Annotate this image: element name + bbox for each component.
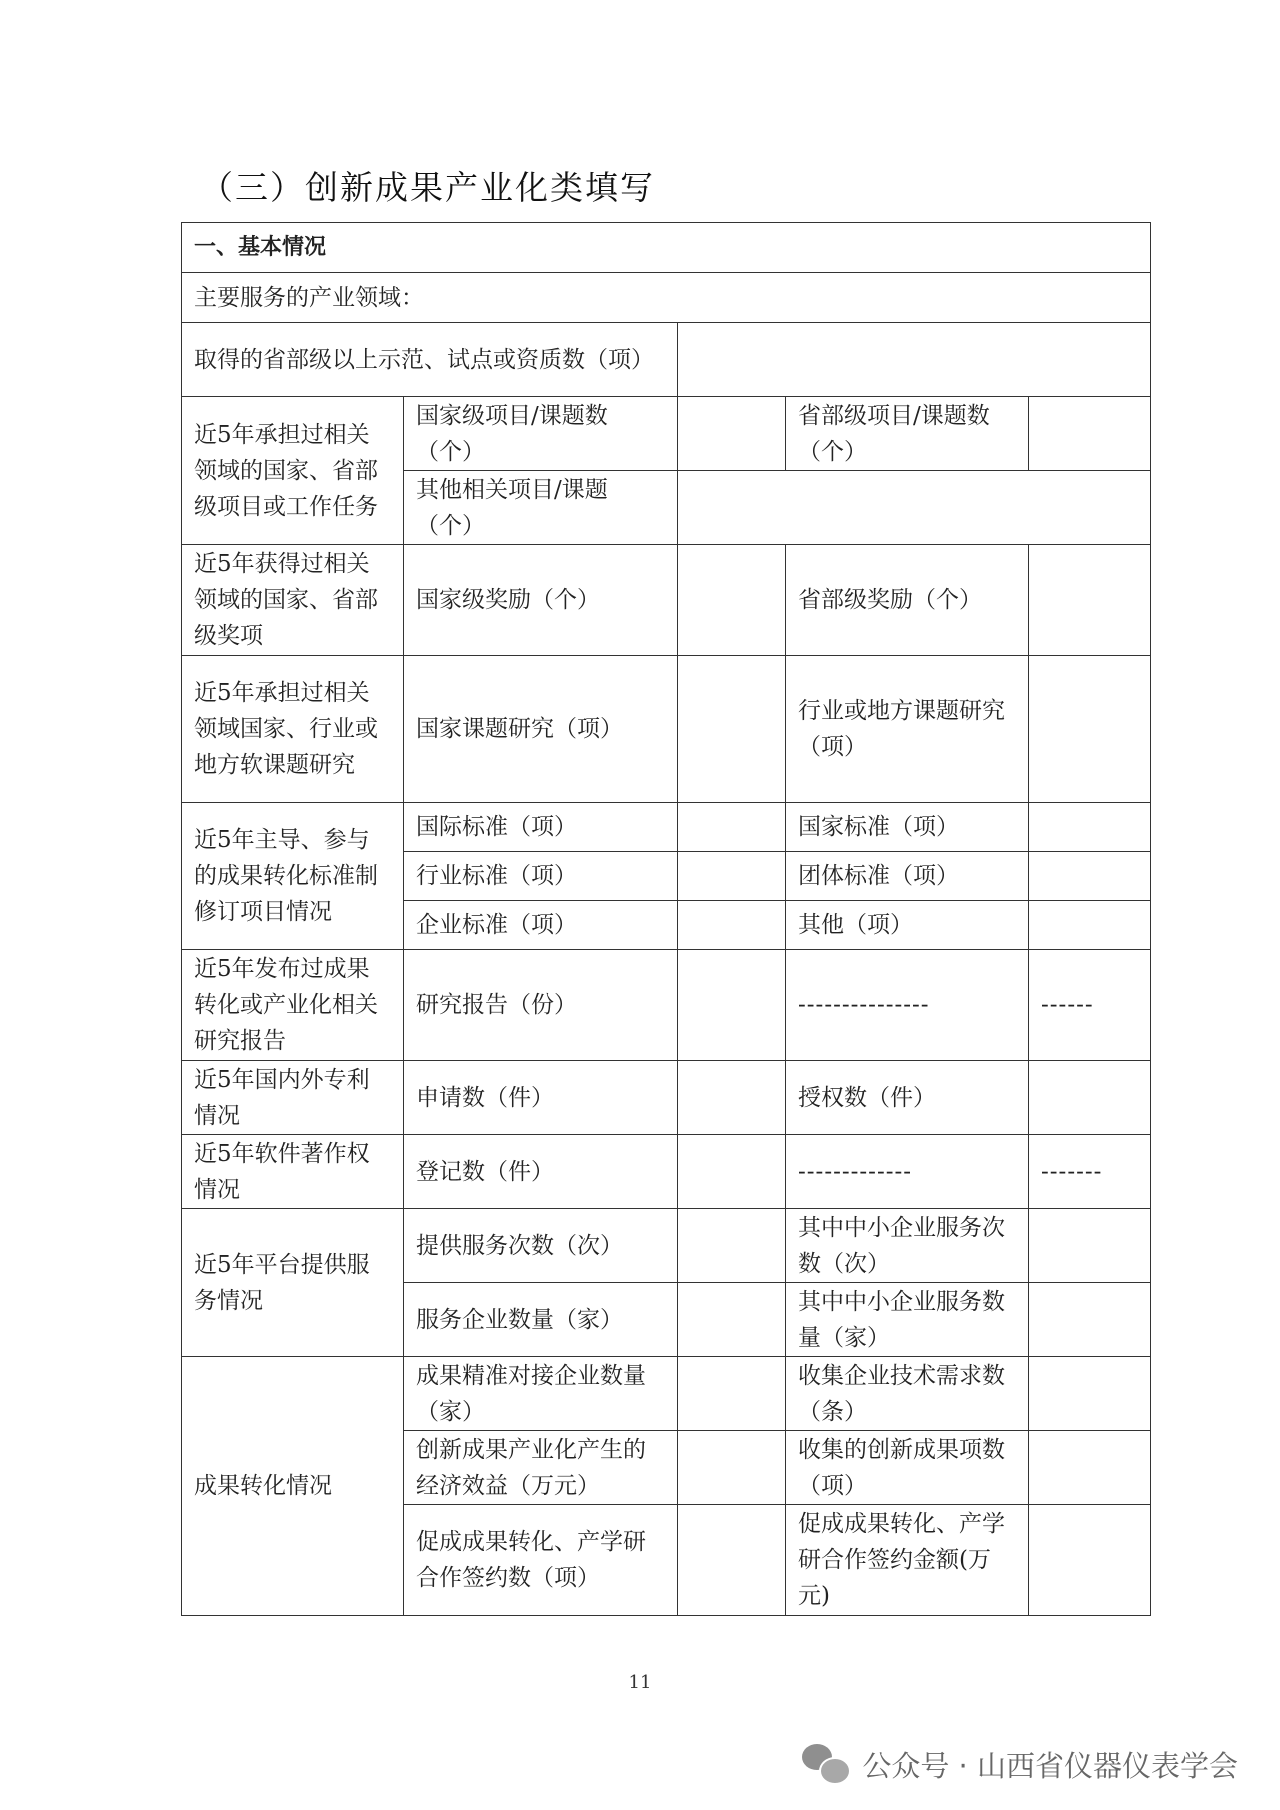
software-label: 近5年软件著作权情况: [182, 1135, 404, 1209]
patent-applied-value-cell[interactable]: [678, 1061, 786, 1135]
industry-standard-value-cell[interactable]: [678, 852, 786, 901]
patents-label: 近5年国内外专利情况: [182, 1061, 404, 1135]
patent-applied-label: 申请数（件）: [404, 1061, 678, 1135]
enterprise-standard-value-cell[interactable]: [678, 901, 786, 950]
soft-research-label: 近5年承担过相关领域国家、行业或地方软课题研究: [182, 656, 404, 803]
transfer-label: 成果转化情况: [182, 1357, 404, 1616]
other-standard-label: 其他（项）: [786, 901, 1029, 950]
watermark-text: 公众号 · 山西省仪器仪表学会: [862, 1748, 1238, 1783]
national-research-value-cell[interactable]: [678, 656, 786, 803]
report-dash-placeholder: ---------------: [786, 950, 1029, 1061]
served-companies-label: 服务企业数量（家）: [404, 1283, 678, 1357]
software-dash-placeholder-2: -------: [1029, 1135, 1151, 1209]
projects-label: 近5年承担过相关领域的国家、省部级项目或工作任务: [182, 397, 404, 545]
sme-served-companies-label: 其中中小企业服务数量（家）: [786, 1283, 1029, 1357]
other-standard-value-cell[interactable]: [1029, 901, 1151, 950]
page-number: 11: [628, 1672, 652, 1693]
service-times-value-cell[interactable]: [678, 1209, 786, 1283]
provincial-projects-label: 省部级项目/课题数（个）: [786, 397, 1029, 471]
signed-amount-value-cell[interactable]: [1029, 1505, 1151, 1616]
economic-benefit-value-cell[interactable]: [678, 1431, 786, 1505]
software-registered-value-cell[interactable]: [678, 1135, 786, 1209]
reports-label: 近5年发布过成果转化或产业化相关研究报告: [182, 950, 404, 1061]
industry-research-value-cell[interactable]: [1029, 656, 1151, 803]
signed-contracts-label: 促成成果转化、产学研合作签约数（项）: [404, 1505, 678, 1616]
patent-granted-label: 授权数（件）: [786, 1061, 1029, 1135]
provincial-projects-value-cell[interactable]: [1029, 397, 1151, 471]
services-label: 近5年平台提供服务情况: [182, 1209, 404, 1357]
tech-demands-value-cell[interactable]: [1029, 1357, 1151, 1431]
collected-results-label: 收集的创新成果项数（项）: [786, 1431, 1029, 1505]
qualifications-label: 取得的省部级以上示范、试点或资质数（项）: [182, 323, 678, 397]
provincial-awards-value-cell[interactable]: [1029, 545, 1151, 656]
standards-label: 近5年主导、参与的成果转化标准制修订项目情况: [182, 803, 404, 950]
sme-service-times-label: 其中中小企业服务次数（次）: [786, 1209, 1029, 1283]
tech-demands-label: 收集企业技术需求数（条）: [786, 1357, 1029, 1431]
national-research-label: 国家课题研究（项）: [404, 656, 678, 803]
national-projects-value-cell[interactable]: [678, 397, 786, 471]
other-projects-value-cell[interactable]: [678, 471, 1151, 545]
national-standard-value-cell[interactable]: [1029, 803, 1151, 852]
watermark: [802, 1742, 1238, 1786]
national-awards-value-cell[interactable]: [678, 545, 786, 656]
industry-standard-label: 行业标准（项）: [404, 852, 678, 901]
group-standard-label: 团体标准（项）: [786, 852, 1029, 901]
signed-contracts-value-cell[interactable]: [678, 1505, 786, 1616]
matched-companies-value-cell[interactable]: [678, 1357, 786, 1431]
research-report-value-cell[interactable]: [678, 950, 786, 1061]
research-report-label: 研究报告（份）: [404, 950, 678, 1061]
national-projects-label: 国家级项目/课题数（个）: [404, 397, 678, 471]
qualifications-value-cell[interactable]: [678, 323, 1151, 397]
sme-served-companies-value-cell[interactable]: [1029, 1283, 1151, 1357]
national-standard-label: 国家标准（项）: [786, 803, 1029, 852]
report-dash-placeholder-2: ------: [1029, 950, 1151, 1061]
industry-field-label: 主要服务的产业领域：: [182, 273, 1151, 323]
software-dash-placeholder: -------------: [786, 1135, 1029, 1209]
national-awards-label: 国家级奖励（个）: [404, 545, 678, 656]
enterprise-standard-label: 企业标准（项）: [404, 901, 678, 950]
signed-amount-label: 促成成果转化、产学研合作签约金额(万元): [786, 1505, 1029, 1616]
group-standard-value-cell[interactable]: [1029, 852, 1151, 901]
served-companies-value-cell[interactable]: [678, 1283, 786, 1357]
service-times-label: 提供服务次数（次）: [404, 1209, 678, 1283]
section-header: 一、基本情况: [182, 223, 1151, 273]
wechat-icon: [802, 1742, 850, 1786]
software-registered-label: 登记数（件）: [404, 1135, 678, 1209]
sme-service-times-value-cell[interactable]: [1029, 1209, 1151, 1283]
patent-granted-value-cell[interactable]: [1029, 1061, 1151, 1135]
international-standard-label: 国际标准（项）: [404, 803, 678, 852]
matched-companies-label: 成果精准对接企业数量（家）: [404, 1357, 678, 1431]
economic-benefit-label: 创新成果产业化产生的经济效益（万元）: [404, 1431, 678, 1505]
awards-label: 近5年获得过相关领域的国家、省部级奖项: [182, 545, 404, 656]
collected-results-value-cell[interactable]: [1029, 1431, 1151, 1505]
international-standard-value-cell[interactable]: [678, 803, 786, 852]
other-projects-label: 其他相关项目/课题（个）: [404, 471, 678, 545]
basic-info-form: [181, 222, 1151, 1616]
industry-research-label: 行业或地方课题研究（项）: [786, 656, 1029, 803]
page-title: （三）创新成果产业化类填写: [200, 168, 655, 207]
provincial-awards-label: 省部级奖励（个）: [786, 545, 1029, 656]
